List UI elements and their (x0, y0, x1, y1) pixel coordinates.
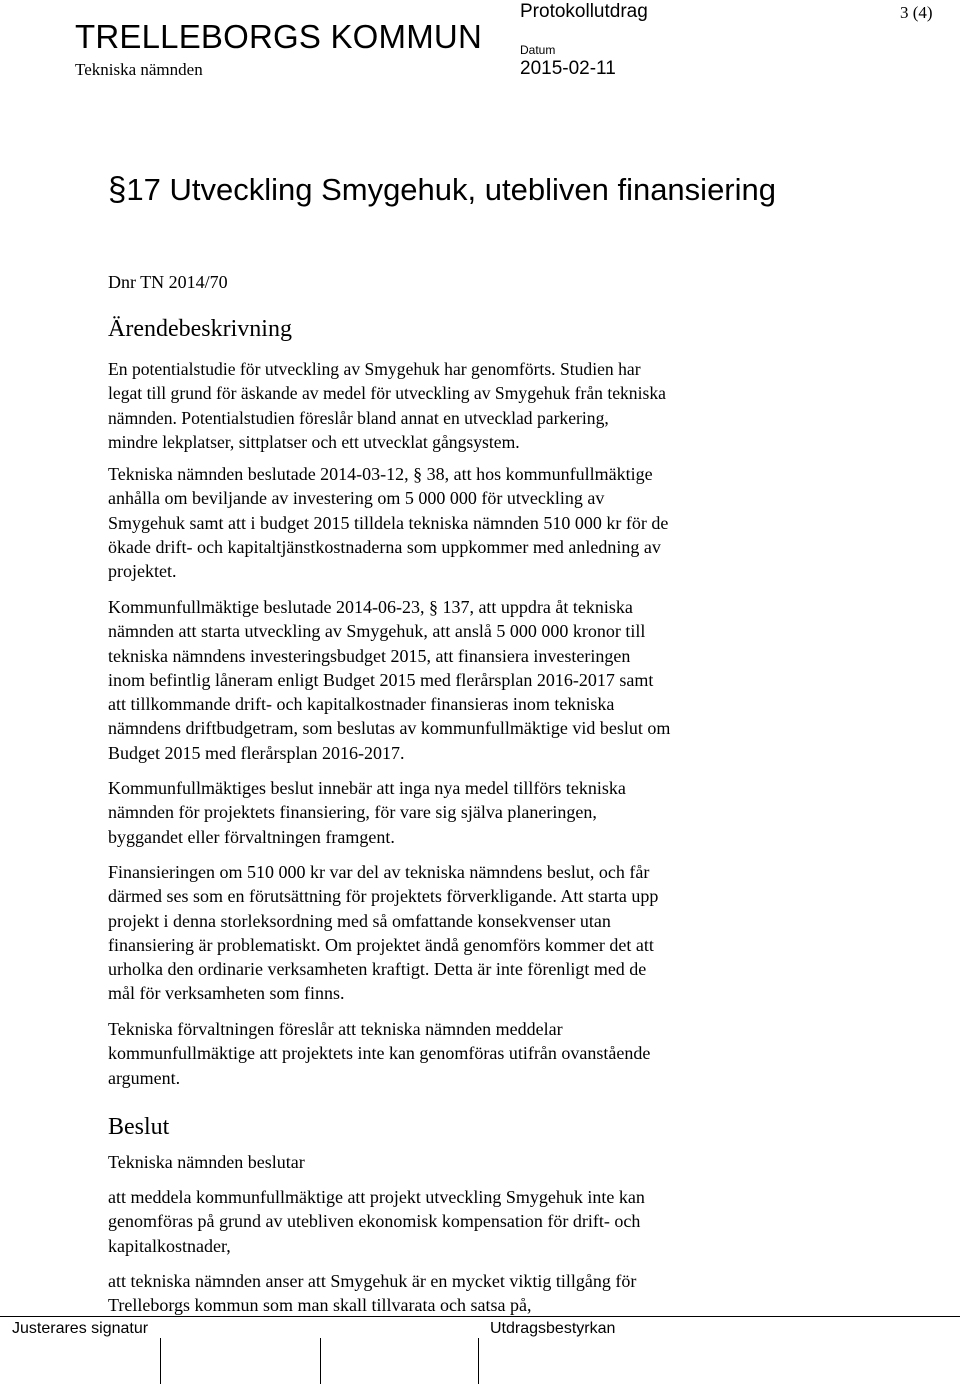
body-paragraph (108, 860, 828, 1006)
paragraph-sign: § (108, 170, 127, 207)
document-type: Protokollutdrag (520, 1, 648, 22)
case-description-heading: Ärendebeskrivning (108, 316, 292, 342)
body-paragraph (108, 1017, 828, 1090)
text-line: kommunfullmäktige att projektets inte kan genomföras utifrån ovanstående (108, 1043, 651, 1064)
text-line: inom befintlig låneram enligt Budget 2015 med flerårsplan 2016-2017 samt (108, 669, 654, 690)
department-name: Tekniska nämnden (75, 60, 203, 79)
text-line: urholka den ordinarie verksamheten kraftigt. Detta är inte förenligt med de (108, 959, 647, 980)
text-line: genomföras på grund av utebliven ekonomisk kompensation för drift- och (108, 1211, 641, 1232)
text-line: ökade drift- och kapitaltjänstkostnaderna som uppkommer med anledning av (108, 536, 661, 557)
intro-paragraph (108, 357, 808, 454)
text-line: nämnden att starta utveckling av Smygehuk, att anslå 5 000 000 kronor till (108, 621, 646, 642)
text-line: anhålla om beviljande av investering om 5 000 000 för utveckling av (108, 488, 605, 509)
body-paragraph (108, 776, 828, 849)
body-paragraph (108, 595, 828, 765)
text-line: att tekniska nämnden anser att Smygehuk är en mycket viktig tillgång för (108, 1271, 637, 1291)
text-line: Budget 2015 med flerårsplan 2016-2017. (108, 742, 405, 763)
signature-label: Justerares signatur (12, 1320, 149, 1337)
text-line: Trelleborgs kommun som man skall tillvarata och satsa på, (108, 1295, 532, 1316)
page-number: 3 (4) (900, 3, 933, 22)
text-line: Tekniska nämnden beslutade 2014-03-12, § 38, att hos kommunfullmäktige (108, 464, 653, 484)
text-line: mindre lekplatser, sittplatser och ett utvecklat gångsystem. (108, 431, 520, 452)
text-line: nämndens driftbudgetram, som beslutas av kommunfullmäktige vid beslut om (108, 718, 671, 739)
text-line: Kommunfullmäktige beslutade 2014-06-23, § 137, att uppdra åt tekniska (108, 597, 633, 617)
organization-name: TRELLEBORGS KOMMUN (75, 18, 482, 55)
text-line: tekniska nämndens investeringsbudget 2015, att finansiera investeringen (108, 645, 631, 666)
text-line: nämnden. Potentialstudien föreslår bland annat en utvecklad parkering, (108, 407, 609, 428)
decision-heading: Beslut (108, 1114, 170, 1140)
section-title (108, 168, 848, 211)
diary-number: Dnr TN 2014/70 (108, 272, 228, 292)
signature-box-divider (320, 1338, 321, 1384)
extract-label: Utdragsbestyrkan (490, 1320, 616, 1337)
text-line: projekt i denna storleksordning med så omfattande konsekvenser utan (108, 910, 611, 931)
text-line: att meddela kommunfullmäktige att projekt utveckling Smygehuk inte kan (108, 1187, 645, 1207)
text-line: En potentialstudie för utveckling av Smygehuk har genomförts. Studien har (108, 359, 641, 379)
decision-intro: Tekniska nämnden beslutar (108, 1152, 305, 1172)
text-line: därmed ses som en förutsättning för projektets förverkligande. Att starta upp (108, 886, 659, 907)
section-title-text: 17 Utveckling Smygehuk, utebliven finansiering (126, 172, 776, 207)
date-label: Datum (520, 43, 556, 57)
text-line: byggandet eller förvaltningen framgent. (108, 826, 395, 847)
text-line: Finansieringen om 510 000 kr var del av tekniska nämndens beslut, och får (108, 862, 650, 882)
text-line: mål för verksamheten som finns. (108, 983, 345, 1004)
signature-box-divider (160, 1338, 161, 1384)
text-line: finansiering är problematiskt. Om projektet ändå genomförs kommer det att (108, 934, 654, 955)
text-line: Kommunfullmäktiges beslut innebär att inga nya medel tillförs tekniska (108, 778, 626, 798)
text-line: nämnden för projektets finansiering, för vare sig själva planeringen, (108, 802, 597, 823)
text-line: Smygehuk samt att i budget 2015 tilldela tekniska nämnden 510 000 kr för de (108, 512, 669, 533)
decision-item (108, 1269, 828, 1318)
text-line: argument. (108, 1067, 181, 1088)
text-line: projektet. (108, 561, 177, 582)
signature-box-divider (478, 1338, 479, 1384)
text-line: att tillkommande drift- och kapitalkostnader finansieras inom tekniska (108, 694, 615, 715)
text-line: legat till grund för äskande av medel för utveckling av Smygehuk från tekniska (108, 383, 666, 404)
text-line: Tekniska förvaltningen föreslår att tekniska nämnden meddelar (108, 1019, 563, 1039)
decision-item (108, 1185, 828, 1258)
document-date: 2015-02-11 (520, 58, 616, 79)
body-paragraph (108, 462, 828, 583)
footer-divider (0, 1316, 960, 1317)
text-line: kapitalkostnader, (108, 1235, 231, 1256)
